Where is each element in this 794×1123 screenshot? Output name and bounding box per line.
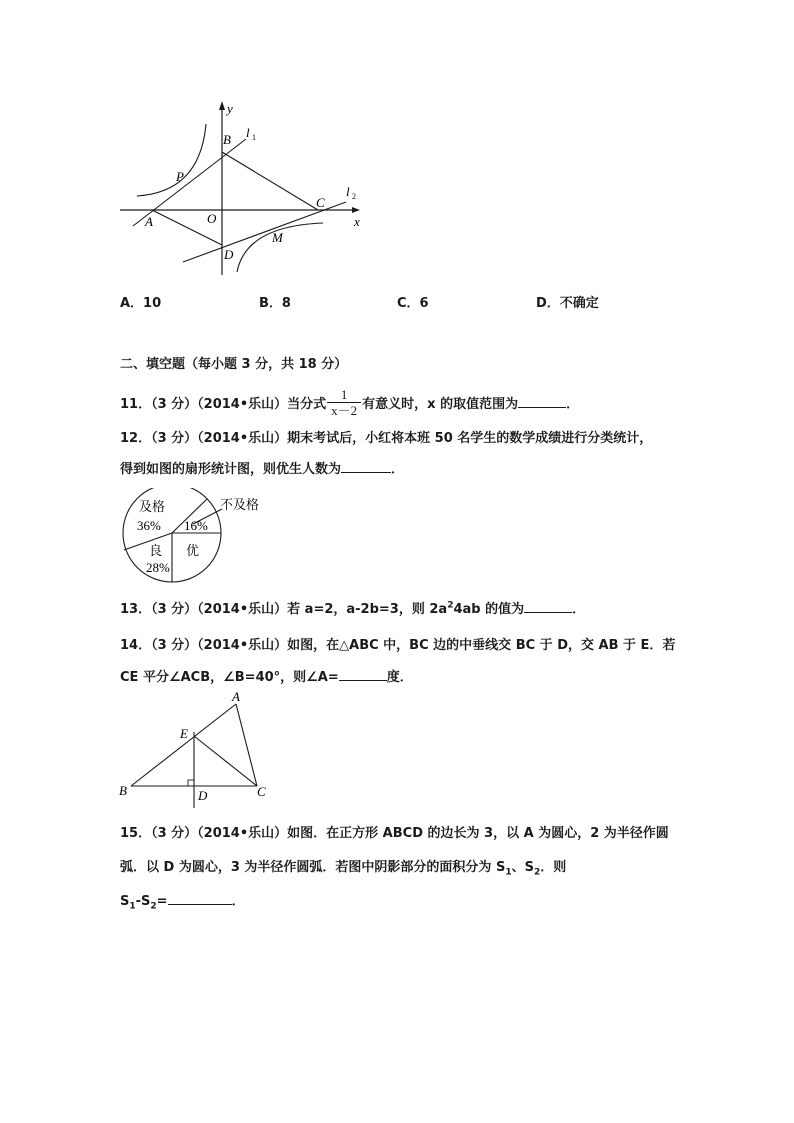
q15-end: ． — [231, 894, 245, 909]
q13-sup: 2 — [447, 600, 454, 611]
q15-eq: = — [156, 894, 168, 909]
pie-divider-left — [124, 533, 172, 550]
question-13 — [120, 598, 585, 617]
label-l1-sub: 1 — [252, 133, 256, 142]
option-a: A．10 — [120, 296, 162, 311]
q12-end: ． — [391, 462, 405, 477]
question-11 — [120, 389, 579, 420]
tri-label-c: C — [257, 784, 266, 799]
question-12-line2 — [120, 458, 404, 477]
pie-label-jige: 及格 — [139, 500, 166, 515]
pie-label-you: 优 — [186, 544, 200, 559]
q14-line2-prefix: CE 平分∠ACB，∠B=40°，则∠A= — [120, 670, 339, 685]
tri-label-b: B — [119, 783, 127, 798]
q11-suffix: 有意义时，x 的取值范围为 — [362, 397, 519, 412]
hyperbola-upper-left — [137, 124, 206, 196]
pie-label-bujige-pct: 16% — [184, 518, 208, 533]
tri-label-d: D — [198, 788, 208, 803]
q13-end: ． — [572, 602, 586, 617]
q15-s1-sub: 1 — [129, 901, 136, 912]
label-y: y — [227, 101, 233, 116]
option-b: B．8 — [259, 296, 291, 311]
coordinate-figure — [110, 95, 380, 285]
q11-prefix: 11．（3 分）（2014•乐山）当分式 — [120, 397, 327, 412]
q13-prefix: 13．（3 分）（2014•乐山）若 a=2，a-2b=3，则 2a — [120, 602, 448, 617]
q13-answer-blank[interactable] — [524, 599, 572, 613]
q15-s2-sub: 2 — [150, 901, 157, 912]
segment-ba — [131, 704, 236, 786]
question-14-line2 — [120, 666, 413, 685]
tri-label-a: A — [232, 689, 240, 704]
q15-line2-sub1: 1 — [505, 867, 512, 878]
q15-s1: S — [120, 894, 130, 909]
y-axis-arrow — [219, 101, 225, 110]
label-l1: l — [246, 125, 250, 140]
q14-line2-end: 度． — [386, 670, 413, 685]
question-15-line3 — [120, 890, 245, 912]
q15-answer-blank[interactable] — [168, 891, 232, 905]
question-15-line1: 15．（3 分）（2014•乐山）如图．在正方形 ABCD 的边长为 3，以 A 为圆心，2 为半径作圆 — [120, 826, 669, 841]
q11-answer-blank[interactable] — [518, 394, 566, 408]
q15-line2-text: 弧．以 D 为圆心，3 为半径作圆弧．若图中阴影部分的面积分为 S — [120, 860, 506, 875]
triangle-figure — [115, 688, 275, 810]
q13-mid: 4ab 的值为 — [453, 602, 525, 617]
option-d: D．不确定 — [536, 296, 599, 311]
label-m: M — [272, 230, 283, 245]
tri-label-e: E — [180, 726, 188, 741]
pie-label-bujige: 不及格 — [220, 498, 260, 513]
q11-numerator: 1 — [327, 387, 361, 403]
segment-ec — [194, 736, 257, 786]
label-l2-sub: 2 — [352, 192, 356, 201]
label-d: D — [224, 247, 234, 262]
q15-line2-end: ．则 — [540, 860, 567, 875]
pie-figure — [116, 488, 266, 583]
label-x: x — [354, 214, 360, 229]
pie-label-liang-pct: 28% — [146, 560, 170, 575]
line-l1 — [133, 139, 246, 226]
segment-bc — [222, 152, 318, 210]
label-o: O — [207, 211, 217, 226]
q11-end: ． — [566, 397, 580, 412]
label-p: P — [176, 169, 184, 184]
section-title: 二、填空题（每小题 3 分，共 18 分） — [120, 357, 348, 372]
pie-label-liang: 良 — [149, 544, 163, 559]
question-12-line1: 12．（3 分）（2014•乐山）期末考试后，小红将本班 50 名学生的数学成绩进行分类统计， — [120, 431, 653, 446]
label-l2: l — [346, 184, 350, 199]
right-angle-mark — [188, 780, 194, 786]
label-a: A — [145, 214, 153, 229]
question-15-line2 — [120, 856, 566, 878]
q15-minus: -S — [135, 894, 151, 909]
q12-answer-blank[interactable] — [341, 459, 391, 473]
q11-denominator: x－2 — [331, 403, 358, 418]
q15-line2-sub2: 2 — [533, 867, 541, 878]
q12-line2-text: 得到如图的扇形统计图，则优生人数为 — [120, 462, 342, 477]
label-b: B — [223, 132, 231, 147]
option-c: C．6 — [397, 296, 429, 311]
segment-ac — [236, 704, 257, 786]
q15-line2-sep: 、S — [511, 860, 534, 875]
pie-label-jige-pct: 36% — [137, 518, 161, 533]
q14-answer-blank[interactable] — [339, 667, 387, 681]
question-14-line1: 14．（3 分）（2014•乐山）如图，在△ABC 中，BC 边的中垂线交 BC 于 D，交 AB 于 E．若 — [120, 638, 676, 653]
label-c: C — [316, 195, 325, 210]
x-axis-arrow — [352, 207, 360, 213]
q11-fraction — [327, 387, 361, 418]
